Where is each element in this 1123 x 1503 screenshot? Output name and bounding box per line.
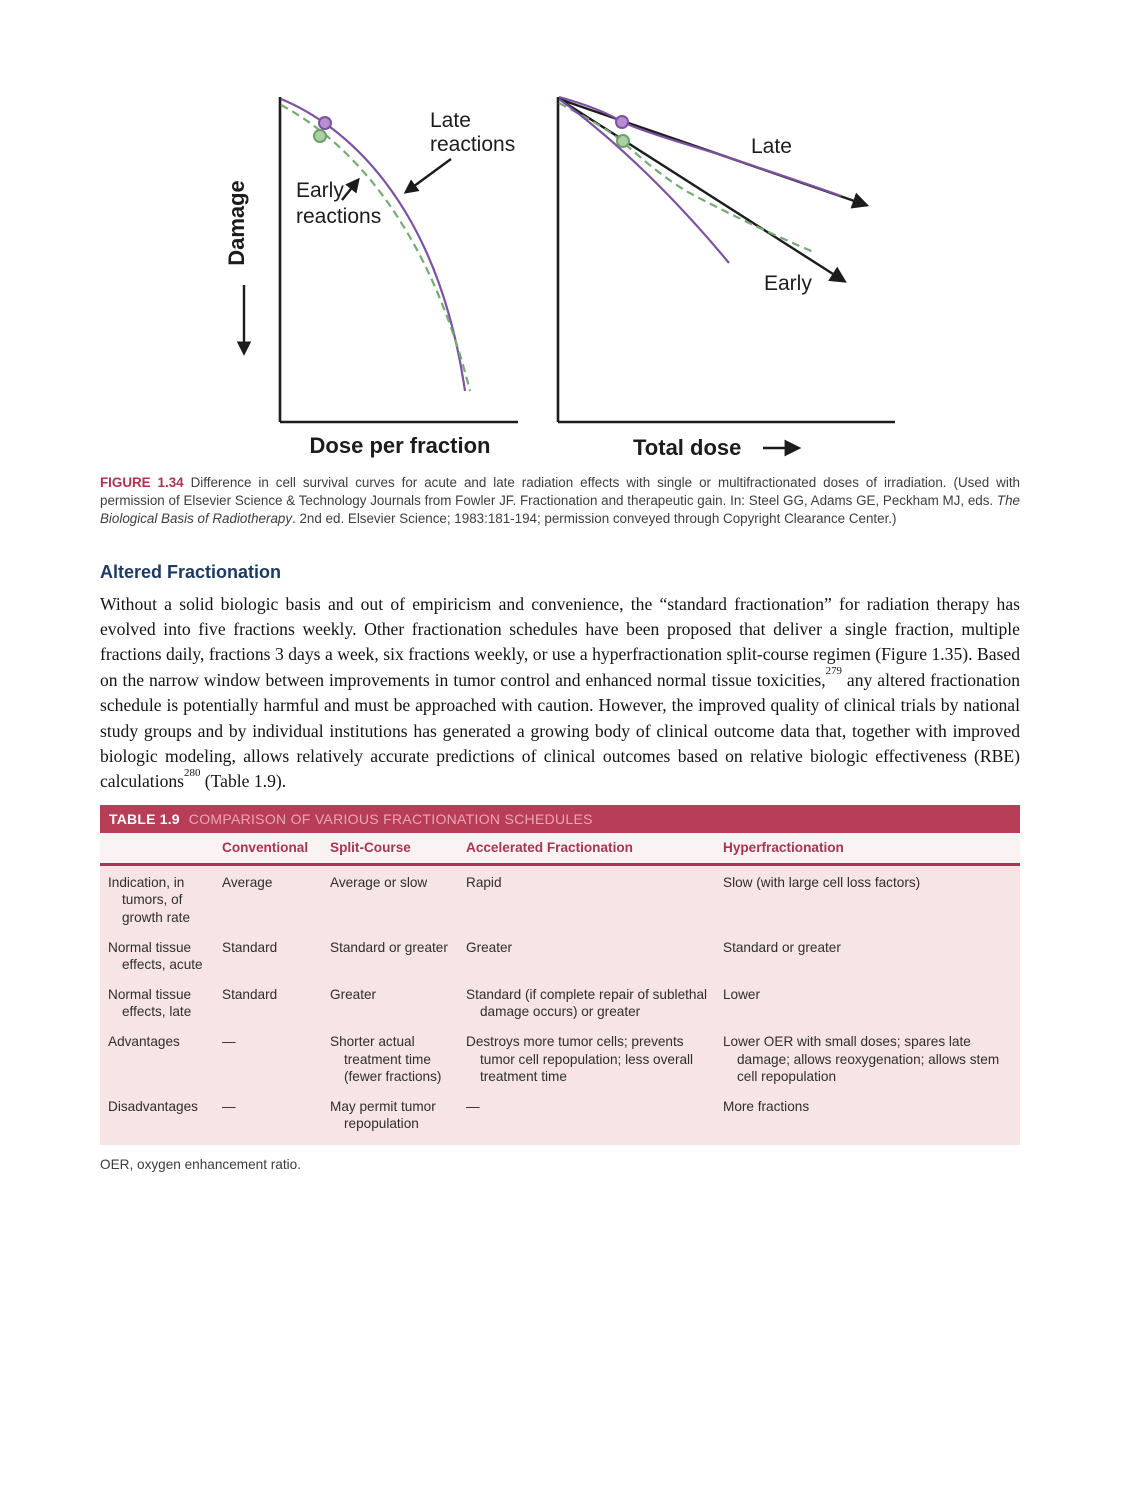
cell: Greater xyxy=(466,939,513,955)
total-dose-plot xyxy=(548,89,908,464)
cell: — xyxy=(222,1098,236,1114)
table-footnote: OER, oxygen enhancement ratio. xyxy=(100,1156,301,1172)
table-row xyxy=(100,1027,1020,1092)
table-1-9 xyxy=(100,805,1020,1145)
late-reactions-label-2: reactions xyxy=(430,133,516,156)
column-header-accelerated: Accelerated Fractionation xyxy=(466,840,633,856)
column-header-conventional: Conventional xyxy=(222,840,309,856)
early-curve-dot xyxy=(617,135,629,147)
table-header-row xyxy=(100,833,1020,863)
cell: Slow (with large cell loss factors) xyxy=(723,874,921,890)
late-curve-dot xyxy=(616,116,628,128)
column-header-split-course: Split-Course xyxy=(330,840,411,856)
figure-caption-text: Difference in cell survival curves for acute and late radiation effects with single or multifractionated doses of irradiation. (Used with permission of Elsevier Science & Technology Journals from Fowler JF. Fractionation and therapeutic gain. In: Steel GG, Adams GE, Peckham MJ, eds. xyxy=(100,475,1020,509)
late-reactions-label: Late xyxy=(430,109,471,132)
early-trend-arrow xyxy=(559,99,844,281)
row-label: Normal tissue effects, late xyxy=(108,986,192,1020)
cell: Destroys more tumor cells; prevents tumor cell repopulation; less overall treatment time xyxy=(466,1034,694,1085)
table-number: TABLE 1.9 xyxy=(109,810,180,827)
damage-axis-label: Damage xyxy=(224,180,249,266)
body-paragraph xyxy=(100,592,1020,795)
early-label: Early xyxy=(764,272,812,295)
table-row xyxy=(100,868,1020,933)
early-reactions-label-2: reactions xyxy=(296,205,382,228)
paragraph-text-2: any altered fractionation schedule is potentially harmful and must be approached with caution. However, the improved quality of clinical trials by national study groups and by individual institutions has generated a growing body of clinical outcome data that, together with improved biologic modeling, allows relatively accurate predictions of clinical outcomes based on relative biologic effectiveness (RBE) calculations xyxy=(100,669,1021,792)
figure-caption-text-2: . 2nd ed. Elsevier Science; 1983:181-194; permission conveyed through Copyright Clearance Center.) xyxy=(292,511,897,527)
reference-superscript-2: 280 xyxy=(184,766,201,779)
row-label: Disadvantages xyxy=(108,1098,198,1114)
reference-superscript: 279 xyxy=(825,665,842,678)
table-row xyxy=(100,980,1020,1027)
table-title-bar xyxy=(100,805,1020,833)
cell: Standard xyxy=(222,939,278,955)
cell: — xyxy=(222,1034,236,1050)
early-reactions-label: Early xyxy=(296,179,344,202)
cell: Standard (if complete repair of sublethal damage occurs) or greater xyxy=(466,986,708,1020)
paragraph-text: Without a solid biologic basis and out of empiricism and convenience, the “standard fractionation” for radiation therapy has evolved into five fractions weekly. Other fractionation schedules have been proposed that deliver a single fraction, multiple fractions daily, fractions 3 days a week, six fractions weekly, or use a hyperfractionation split-course regimen (Figure 1.35). Based on the narrow window between improvements in tumor control and enhanced normal tissue toxicities, xyxy=(100,593,1020,690)
cell: Standard or greater xyxy=(330,939,448,955)
figure-1-34 xyxy=(100,89,1020,464)
cell: — xyxy=(466,1098,480,1114)
early-curve-dot xyxy=(314,130,326,142)
dose-per-fraction-plot xyxy=(212,89,522,464)
table-body xyxy=(100,863,1020,1145)
section-heading: Altered Fractionation xyxy=(100,561,282,582)
cell: More fractions xyxy=(723,1098,810,1114)
cell: Rapid xyxy=(466,874,502,890)
row-label: Advantages xyxy=(108,1034,180,1050)
cell: May permit tumor repopulation xyxy=(330,1098,436,1132)
cell: Average or slow xyxy=(330,874,428,890)
cell: Average xyxy=(222,874,273,890)
early-reactions-arrow xyxy=(342,180,358,200)
dose-per-fraction-axis-label: Dose per fraction xyxy=(309,433,491,458)
figure-caption-book-title: The Biological Basis of Radiotherapy xyxy=(100,493,1020,527)
cell: Greater xyxy=(330,986,377,1002)
late-curve-dot xyxy=(319,117,331,129)
paragraph-text-3: (Table 1.9). xyxy=(200,771,287,792)
total-dose-axis-label: Total dose xyxy=(633,435,742,460)
table-title: COMPARISON OF VARIOUS FRACTIONATION SCHEDULES xyxy=(188,810,593,827)
figure-caption xyxy=(100,474,1020,529)
page-content xyxy=(100,0,1020,1172)
figure-caption-label: FIGURE 1.34 xyxy=(100,475,184,490)
cell: Shorter actual treatment time (fewer fractions) xyxy=(330,1034,442,1085)
early-multifraction-curve xyxy=(559,103,816,253)
table-row xyxy=(100,933,1020,980)
row-label: Indication, in tumors, of growth rate xyxy=(108,874,191,926)
late-label: Late xyxy=(751,135,792,158)
late-reactions-arrow xyxy=(406,159,451,192)
cell: Standard xyxy=(222,986,278,1002)
table-row xyxy=(100,1092,1020,1139)
cell: Standard or greater xyxy=(723,939,841,955)
cell: Lower OER with small doses; spares late damage; allows reoxygenation; allows stem cell repopulation xyxy=(723,1034,1000,1085)
late-single-dose-curve xyxy=(559,99,729,263)
column-header-hyperfractionation: Hyperfractionation xyxy=(723,840,844,856)
row-label: Normal tissue effects, acute xyxy=(108,939,203,973)
cell: Lower xyxy=(723,986,761,1002)
